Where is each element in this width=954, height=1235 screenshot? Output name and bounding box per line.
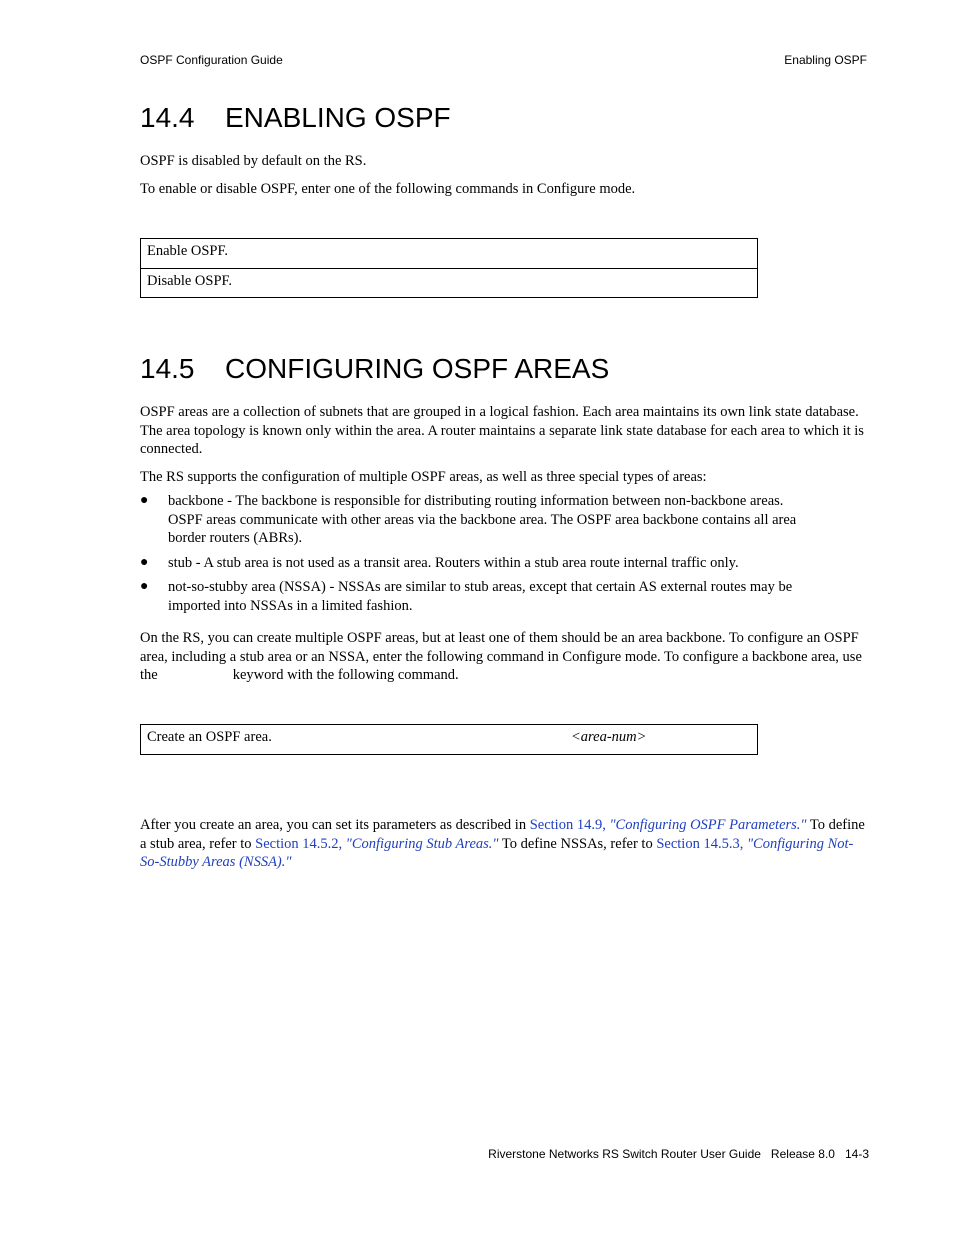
running-header-left: OSPF Configuration Guide <box>140 53 283 67</box>
link-configuring-stub-areas[interactable]: "Configuring Stub Areas." <box>345 835 499 852</box>
paragraph-text: To define NSSAs, refer to <box>498 835 657 852</box>
section-title: CONFIGURING OSPF AREAS <box>225 353 610 384</box>
paragraph-text: After you create an area, you can set its parameters as described in <box>140 817 530 833</box>
table-cell: Disable OSPF. <box>147 273 233 289</box>
paragraph-text: On the RS, you can create multiple OSPF areas, but at least one of them should be an area backbone. To configure an OSPF area, including a stub area or an NSSA, enter the following command in Configure mode. To configure a backbone area, use the <box>140 630 862 683</box>
link-separator: , <box>602 817 610 833</box>
running-header-right: Enabling OSPF <box>784 53 867 67</box>
paragraph: To enable or disable OSPF, enter one of the following commands in Configure mode. <box>140 181 636 197</box>
link-separator: , <box>739 835 747 852</box>
section-heading-14-4 <box>140 102 451 134</box>
paragraph-cross-references <box>140 816 870 872</box>
list-item-text: backbone - The backbone is responsible for distributing routing information between non-backbone areas. OSPF areas communicate with other areas via the backbone area. The OSPF area backbone contains all area border routers (ABRs). <box>168 493 797 546</box>
section-number: 14.4 <box>140 102 195 133</box>
paragraph-text: To define a stub area, refer to <box>140 817 865 852</box>
list-item <box>140 578 800 615</box>
link-configuring-ospf-parameters[interactable]: "Configuring OSPF Parameters." <box>609 817 807 833</box>
table-cell: Enable OSPF. <box>147 243 229 259</box>
paragraph: OSPF is disabled by default on the RS. <box>140 153 367 169</box>
paragraph-text: keyword with the following command. <box>232 667 459 683</box>
table-cell-argument: <area-num> <box>571 729 647 745</box>
table-row <box>141 239 757 268</box>
table-row <box>141 725 757 754</box>
bullet-list <box>140 492 800 621</box>
link-section-14-9[interactable]: Section 14.9 <box>529 817 603 833</box>
section-title: ENABLING OSPF <box>225 102 451 133</box>
link-section-14-5-2[interactable]: Section 14.5.2 <box>255 835 339 852</box>
paragraph: OSPF areas are a collection of subnets that are grouped in a logical fashion. Each area maintains its own link state database. The area topology is known only within the area. A router maintains a separate link state database for each area to which it is connected. <box>140 404 864 457</box>
command-table-area <box>140 724 758 755</box>
link-section-14-5-3[interactable]: Section 14.5.3 <box>656 835 740 852</box>
link-separator: , <box>338 835 346 852</box>
bullet-icon: ● <box>140 493 149 508</box>
section-heading-14-5 <box>140 353 609 385</box>
table-cell: Create an OSPF area. <box>147 729 272 745</box>
list-item-text: not-so-stubby area (NSSA) - NSSAs are similar to stub areas, except that certain AS external routes may be imported into NSSAs in a limited fashion. <box>168 579 793 614</box>
paragraph: The RS supports the configuration of multiple OSPF areas, as well as three special types of areas: <box>140 469 707 485</box>
paragraph <box>140 629 870 685</box>
running-footer: Riverstone Networks RS Switch Router User Guide Release 8.0 14-3 <box>488 1147 869 1161</box>
table-row <box>141 268 757 297</box>
list-item <box>140 492 800 548</box>
bullet-icon: ● <box>140 554 149 570</box>
link-configuring-nssa[interactable]: "Configuring Not-So-Stubby Areas (NSSA)." <box>140 835 854 870</box>
list-item <box>140 554 800 573</box>
list-item-text: stub - A stub area is not used as a transit area. Routers within a stub area route internal traffic only. <box>168 554 739 571</box>
command-table-enable <box>140 238 758 298</box>
bullet-icon: ● <box>140 579 149 594</box>
section-number: 14.5 <box>140 353 195 384</box>
